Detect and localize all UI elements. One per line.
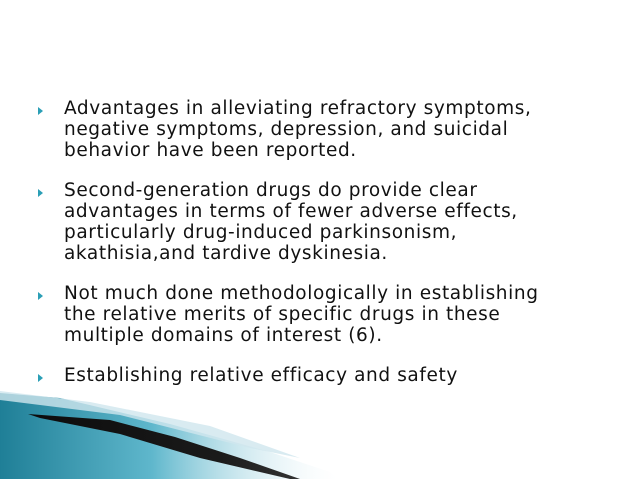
swoosh-dark-stripe xyxy=(28,414,300,479)
bullet-text: Not much done methodologically in establishing the relative merits of specific drugs in these multiple domains of interest (6). xyxy=(64,283,539,346)
bullet-item xyxy=(38,283,608,346)
triangle-bullet-icon xyxy=(38,374,43,382)
bullet-text: Second-generation drugs do provide clear advantages in terms of fewer adverse effects, particularly drug-induced parkinsonism, akathisia,and tardive dyskinesia. xyxy=(64,180,518,264)
bullet-list xyxy=(38,98,608,405)
bullet-item xyxy=(38,365,608,386)
triangle-bullet-icon xyxy=(38,292,43,300)
bullet-item xyxy=(38,98,608,161)
triangle-bullet-icon xyxy=(38,107,43,115)
swoosh-teal-shape xyxy=(0,393,338,479)
triangle-bullet-icon xyxy=(38,189,43,197)
bullet-item xyxy=(38,180,608,264)
bullet-text: Advantages in alleviating refractory symptoms, negative symptoms, depression, and suicidal behavior have been reported. xyxy=(64,98,532,161)
bullet-text: Establishing relative efficacy and safety xyxy=(64,365,458,386)
